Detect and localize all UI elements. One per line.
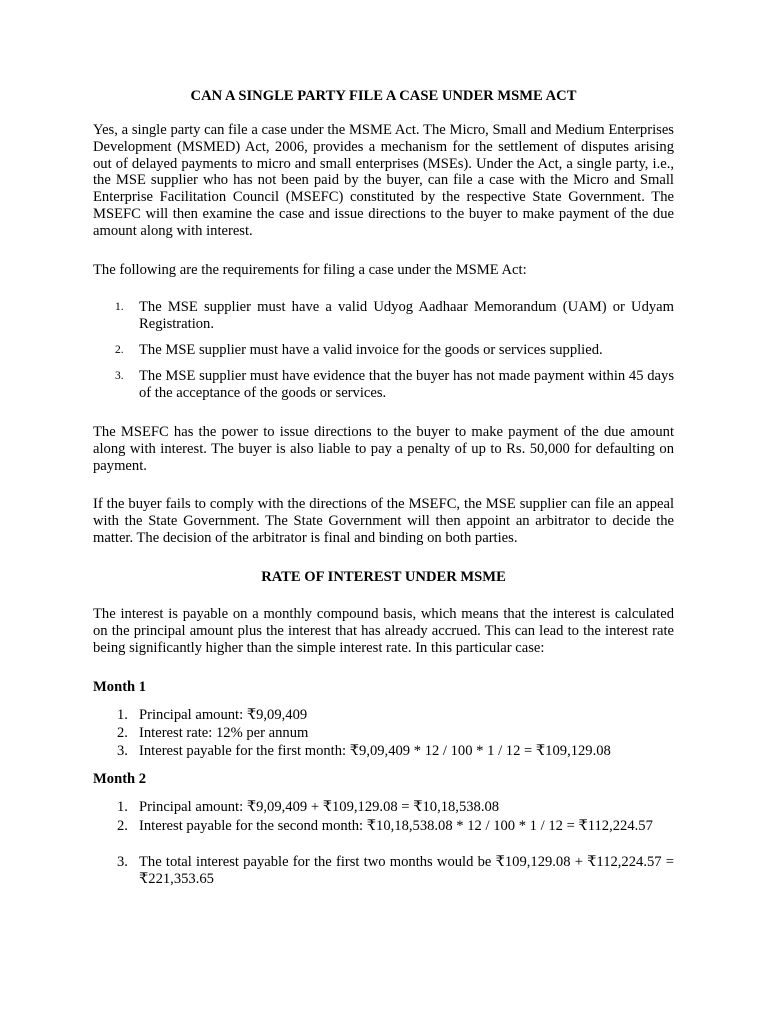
month-2-heading: Month 2: [93, 771, 147, 787]
list-number: 3.: [115, 370, 124, 382]
list-number: 2.: [115, 344, 124, 356]
list-number: 1.: [115, 301, 124, 313]
month-1-heading: Month 1: [93, 679, 147, 695]
appeal-paragraph: If the buyer fails to comply with the directions of the MSEFC, the MSE supplier can file an appeal with the State Government. The State Government will then appoint an arbitrator to decide the matter. The decision of the arbitrator is final and binding on both parties.: [93, 496, 674, 546]
interest-intro-paragraph: The interest is payable on a monthly compound basis, which means that the interest is calculated on the principal amount plus the interest that has already accrued. This can lead to the interest rate being significantly higher than the simple interest rate. In this particular case:: [93, 606, 674, 656]
interest-section-title: RATE OF INTEREST UNDER MSME: [261, 569, 506, 585]
list-item-text: The MSE supplier must have a valid Udyog Aadhaar Memorandum (UAM) or Udyam Registration.: [139, 299, 674, 332]
intro-paragraph: Yes, a single party can file a case under the MSME Act. The Micro, Small and Medium Enterprises Development (MSMED) Act, 2006, provides a mechanism for the settlement of disputes arising out of delayed payments to micro and small enterprises (MSEs). Under the Act, a single party, i.e., the MSE supplier who has not been paid by the buyer, can file a case with the Micro and Small Enterprise Facilitation Council (MSEFC) constituted by the respective State Government. The MSEFC will then examine the case and issue directions to the buyer to make payment of the due amount along with interest.: [93, 122, 674, 239]
list-item-text: The MSE supplier must have a valid invoice for the goods or services supplied.: [139, 342, 603, 358]
list-item-text: The total interest payable for the first two months would be ₹109,129.08 + ₹112,224.57 = ₹221,353.65: [139, 854, 674, 887]
list-number: 2.: [117, 818, 128, 834]
requirements-intro: The following are the requirements for filing a case under the MSME Act:: [93, 262, 527, 278]
list-item-text: Interest payable for the first month: ₹9,09,409 * 12 / 100 * 1 / 12 = ₹109,129.08: [139, 743, 611, 759]
list-item-text: Interest payable for the second month: ₹10,18,538.08 * 12 / 100 * 1 / 12 = ₹112,224.57: [139, 818, 653, 834]
list-number: 1.: [117, 799, 128, 815]
list-item-text: Interest rate: 12% per annum: [139, 725, 309, 741]
list-number: 1.: [117, 707, 128, 723]
list-item-text: The MSE supplier must have evidence that the buyer has not made payment within 45 days of the acceptance of the goods or services.: [139, 368, 674, 401]
list-number: 3.: [117, 743, 128, 759]
document-title: CAN A SINGLE PARTY FILE A CASE UNDER MSME ACT: [190, 88, 577, 104]
list-item-text: Principal amount: ₹9,09,409: [139, 707, 308, 723]
list-item-text: Principal amount: ₹9,09,409 + ₹109,129.08 = ₹10,18,538.08: [139, 799, 500, 815]
list-number: 2.: [117, 725, 128, 741]
list-number: 3.: [117, 854, 128, 870]
msefc-power-paragraph: The MSEFC has the power to issue directions to the buyer to make payment of the due amount along with interest. The buyer is also liable to pay a penalty of up to Rs. 50,000 for defaulting on payment.: [93, 424, 674, 474]
